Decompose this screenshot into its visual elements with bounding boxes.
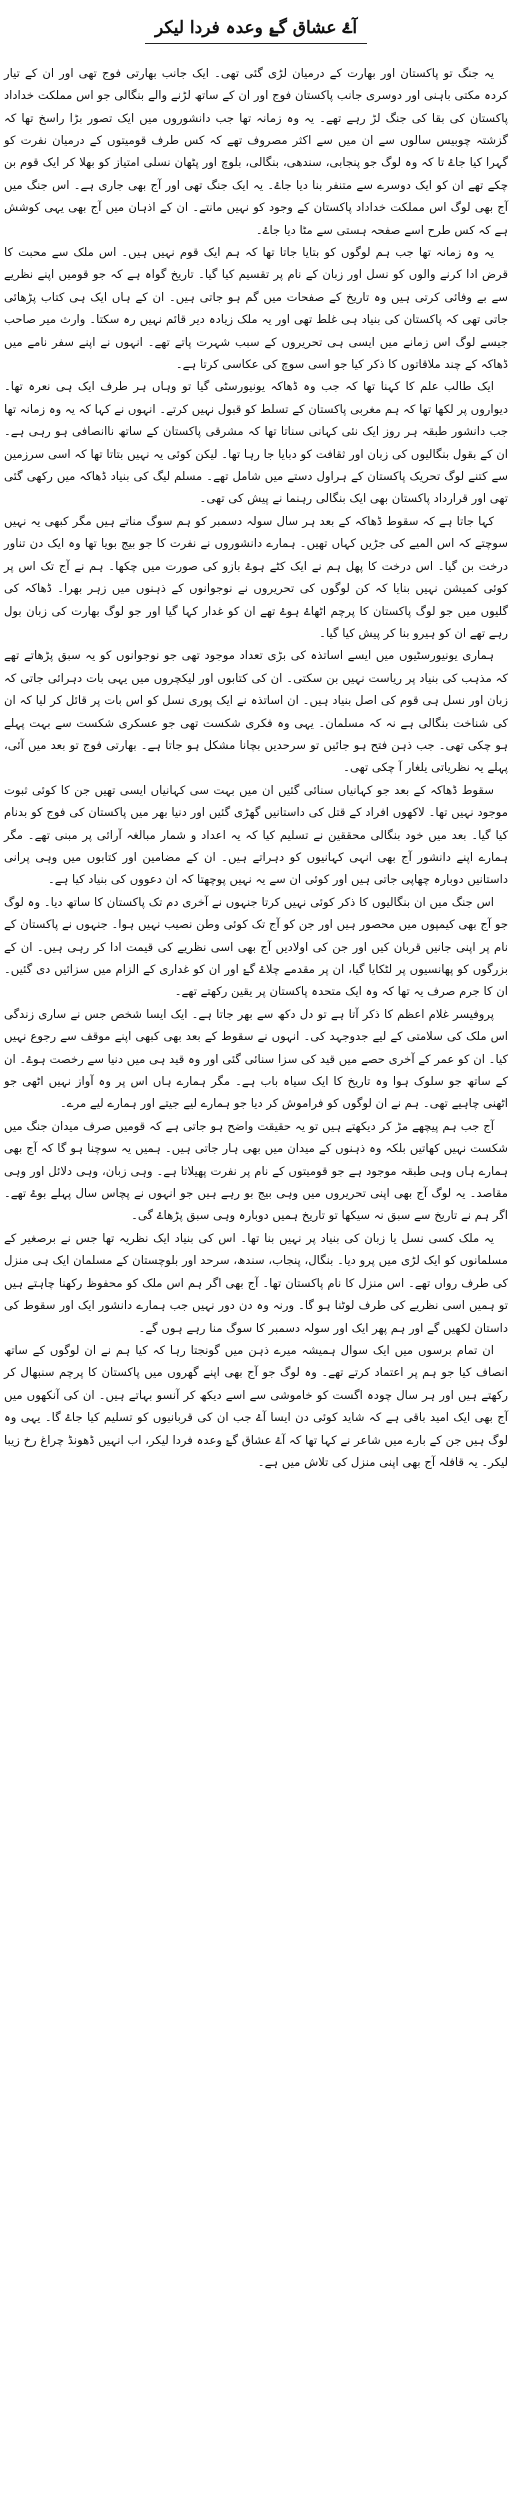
article-paragraph: کہا جاتا ہے کہ سقوط ڈھاکہ کے بعد ہر سال سولہ دسمبر کو ہم سوگ مناتے ہیں مگر کبھی یہ نہیں سوچتے کہ اس المیے کی جڑیں کہاں تھیں۔ ہمارے دانشوروں نے نفرت کا جو بیج بویا تھا وہ ایک دن تناور درخت بن گیا۔ اس درخت کا پھل ہم نے ایک کٹے ہوۓ بازو کی صورت میں چکھا۔ ہم نے آج تک اس پر کوئی کمیشن نہیں بنایا کہ کن لوگوں کی تحریروں نے نوجوانوں کے ذہنوں میں زہر بھرا۔ ڈھاکہ کی گلیوں میں جو لوگ پاکستان کا پرچم اٹھاۓ ہوۓ تھے ان کو غدار کہا گیا اور جو لوگ بھارت کی زبان بول رہے تھے ان کو ہیرو بنا کر پیش کیا گیا۔ bbox=[4, 513, 508, 640]
article-paragraph: ہماری یونیورسٹیوں میں ایسے اساتذہ کی بڑی تعداد موجود تھی جو نوجوانوں کو یہ سبق پڑھاتے تھے کہ مذہب کی بنیاد پر ریاست نہیں بن سکتی۔ ان کی کتابوں اور لیکچروں میں یہی بات دہرائی جاتی کہ زبان اور نسل ہی قوم کی اصل بنیاد ہیں۔ ان اساتذہ نے ایک پوری نسل کو اس بات پر قائل کر لیا کہ ان کی شناخت بنگالی ہے نہ کہ مسلمان۔ یہی وہ فکری شکست تھی جو عسکری شکست سے بہت پہلے ہو چکی تھی۔ جب ذہن فتح ہو جائیں تو سرحدیں بچانا مشکل ہو جاتا ہے۔ بھارتی فوج تو بعد میں آئی، پہلے یہ نظریاتی یلغار آ چکی تھی۔ bbox=[4, 648, 508, 775]
article-paragraph: آج جب ہم پیچھے مڑ کر دیکھتے ہیں تو یہ حقیقت واضح ہو جاتی ہے کہ قومیں صرف میدان جنگ میں شکست نہیں کھاتیں بلکہ وہ ذہنوں کے میدان میں بھی ہار جاتی ہیں۔ ہمیں یہ سوچنا ہو گا کہ آج بھی ہمارے ہاں وہی طبقہ موجود ہے جو قومیتوں کے نام پر نفرت پھیلاتا ہے۔ وہی زبان، وہی دلائل اور وہی مقاصد۔ یہ لوگ آج بھی اپنی تحریروں میں وہی بیج بو رہے ہیں جو انہوں نے پچاس سال پہلے بوۓ تھے۔ اگر ہم نے تاریخ سے سبق نہ سیکھا تو تاریخ ہمیں دوبارہ وہی سبق پڑھاۓ گی۔ bbox=[4, 1118, 508, 1223]
article-paragraph: یہ ملک کسی نسل یا زبان کی بنیاد پر نہیں بنا تھا۔ اس کی بنیاد ایک نظریہ تھا جس نے برصغیر کے مسلمانوں کو ایک لڑی میں پرو دیا۔ بنگال، پنجاب، سندھ، سرحد اور بلوچستان کے مسلمان ایک ہی منزل کی طرف رواں تھے۔ اس منزل کا نام پاکستان تھا۔ آج بھی اگر ہم اس ملک کو محفوظ رکھنا چاہتے ہیں تو ہمیں اسی نظریے کی طرف لوٹنا ہو گا۔ ورنہ وہ دن دور نہیں جب ہمارے دانشور ایک اور سقوط کی داستان لکھیں گے اور ہم پھر ایک اور سولہ دسمبر کا سوگ منا رہے ہوں گے۔ bbox=[4, 1230, 508, 1335]
article-paragraph: ان تمام برسوں میں ایک سوال ہمیشہ میرے ذہن میں گونجتا رہا کہ کیا ہم نے ان لوگوں کے ساتھ انصاف کیا جو ہم پر اعتماد کرتے تھے۔ وہ لوگ جو آج بھی اپنے گھروں میں پاکستان کا پرچم سنبھال کر رکھتے ہیں اور ہر سال چودہ اگست کو خاموشی سے اسے دیکھ کر آنسو بہاتے ہیں۔ ان کی آنکھوں میں آج بھی ایک امید باقی ہے کہ شاید کوئی دن ایسا آۓ جب ان کی قربانیوں کو تسلیم کیا جاۓ گا۔ یہی وہ لوگ ہیں جن کے بارے میں شاعر نے کہا تھا کہ آۓ عشاق گۓ وعدہ فردا لیکر، اب انہیں ڈھونڈ چراغ رخ زیبا لیکر۔ یہ قافلہ آج بھی اپنی منزل کی تلاش میں ہے۔ bbox=[4, 1342, 508, 1469]
article-paragraph: ایک طالب علم کا کہنا تھا کہ جب وہ ڈھاکہ یونیورسٹی گیا تو وہاں ہر طرف ایک ہی نعرہ تھا۔ دیواروں پر لکھا تھا کہ ہم مغربی پاکستان کے تسلط کو قبول نہیں کرتے۔ انہوں نے کہا کہ یہ وہ زمانہ تھا جب دانشور طبقہ ہر روز ایک نئی کہانی سناتا تھا کہ مشرقی پاکستان کے ساتھ ناانصافی ہو رہی ہے۔ ان کے بقول بنگالیوں کی زبان اور ثقافت کو دبایا جا رہا تھا۔ لیکن کوئی یہ نہیں بتاتا تھا کہ اسی سرزمین سے کتنے لوگ تحریک پاکستان کے ہراول دستے میں شامل تھے۔ مسلم لیگ کی بنیاد ڈھاکہ میں رکھی گئی تھی اور قرارداد پاکستان بھی ایک بنگالی رہنما نے پیش کی تھی۔ bbox=[4, 379, 508, 506]
article-paragraph: یہ وہ زمانہ تھا جب ہم لوگوں کو بتایا جاتا تھا کہ ہم ایک قوم نہیں ہیں۔ اس ملک سے محبت کا قرض ادا کرنے والوں کو نسل اور زبان کے نام پر تقسیم کیا گیا۔ تاریخ گواہ ہے کہ جو قومیں اپنے نظریے سے بے وفائی کرتی ہیں وہ تاریخ کے صفحات میں گم ہو جاتی ہیں۔ ان کے ہاں ایک ہی کتاب پڑھائی جاتی تھی کہ پاکستان کی بنیاد ہی غلط تھی اور یہ ملک زیادہ دیر قائم نہیں رہ سکتا۔ وارث میر صاحب جیسے لوگ اس زمانے میں ایسی ہی تحریروں کے سبب شہرت پاتے تھے۔ انہوں نے اپنے سفر نامے میں ڈھاکہ کے چند ملاقاتوں کا ذکر کیا جو اسی سوچ کی عکاسی کرتا ہے۔ bbox=[4, 245, 508, 372]
article-paragraph: پروفیسر غلام اعظم کا ذکر آتا ہے تو دل دکھ سے بھر جاتا ہے۔ ایک ایسا شخص جس نے ساری زندگی اس ملک کی سلامتی کے لیے جدوجہد کی۔ انہوں نے سقوط کے بعد بھی کبھی اپنے موقف سے رجوع نہیں کیا۔ ان کو عمر کے آخری حصے میں قید کی سزا سنائی گئی اور وہ قید ہی میں دنیا سے رخصت ہوۓ۔ ان کے ساتھ جو سلوک ہوا وہ تاریخ کا ایک سیاہ باب ہے۔ مگر ہمارے ہاں اس پر وہ آواز نہیں اٹھی جو اٹھنی چاہیے تھی۔ ہم نے ان لوگوں کو فراموش کر دیا جو ہمارے لیے جیتے اور ہمارے لیے مرے۔ bbox=[4, 1006, 508, 1111]
article-paragraph: سقوط ڈھاکہ کے بعد جو کہانیاں سنائی گئیں ان میں بہت سی کہانیاں ایسی تھیں جن کا کوئی ثبوت موجود نہیں تھا۔ لاکھوں افراد کے قتل کی داستانیں گھڑی گئیں اور دنیا بھر میں پاکستان کی فوج کو بدنام کیا گیا۔ بعد میں خود بنگالی محققین نے تسلیم کیا کہ یہ اعداد و شمار مبالغہ آرائی پر مبنی تھے۔ مگر ہمارے اپنے دانشور آج بھی انہی کہانیوں کو دہراتے ہیں۔ ان کے مضامین اور کتابوں میں وہی پرانی داستانیں دوبارہ چھاپی جاتی ہیں اور کوئی ان سے یہ نہیں پوچھتا کہ ان دعووں کی بنیاد کیا ہے۔ bbox=[4, 782, 508, 887]
article-paragraph: یہ جنگ تو پاکستان اور بھارت کے درمیان لڑی گئی تھی۔ ایک جانب بھارتی فوج تھی اور ان کے تیار کردہ مکتی باہنی اور دوسری جانب پاکستان فوج اور ان کے ساتھ لڑنے والے بنگالی جو اس مملکت خداداد پاکستان کی بقا کی جنگ لڑ رہے تھے۔ یہ وہ زمانہ تھا جب دانشوروں میں ایک تصور بڑا راسخ تھا کہ گزشتہ چوبیس سالوں سے ان میں سے اکثر مصروف تھے کہ کس طرف قومیتوں کے درمیان نفرت کو گہرا کیا جاۓ تا کہ وہ لوگ جو پنجابی، سندھی، بنگالی، بلوچ اور پٹھان نسلی امتیاز کو بھلا کر ایک قوم بن چکے تھے ان کو ایک دوسرے سے متنفر بنا دیا جاۓ۔ یہ ایک جنگ تھی اور آج بھی جاری ہے۔ اس جنگ میں آج بھی لوگ اس مملکت خداداد پاکستان کے وجود کو نہیں مانتے۔ ان کے اذہان میں آج بھی یہی کوشش ہے کہ کس طرح اسے صفحہ ہستی سے مٹا دیا جاۓ۔ bbox=[4, 65, 508, 237]
article-paragraph: اس جنگ میں ان بنگالیوں کا ذکر کوئی نہیں کرتا جنہوں نے آخری دم تک پاکستان کا ساتھ دیا۔ وہ لوگ جو آج بھی کیمپوں میں محصور ہیں اور جن کو آج تک کوئی وطن نصیب نہیں ہوا۔ جنہوں نے پاکستان کے نام پر اپنی جانیں قربان کیں اور جن کی اولادیں آج بھی اسی نظریے کی قیمت ادا کر رہی ہیں۔ ان کے بزرگوں کو پھانسیوں پر لٹکایا گیا، ان پر مقدمے چلاۓ گۓ اور ان کو غداری کے الزام میں سزائیں دی گئیں۔ ان کا جرم صرف یہ تھا کہ وہ ایک متحدہ پاکستان پر یقین رکھتے تھے۔ bbox=[4, 894, 508, 999]
headline-container bbox=[4, 4, 508, 56]
article-headline: آۓ عشاق گۓ وعدہ فردا لیکر bbox=[145, 15, 367, 44]
article-body bbox=[4, 62, 508, 1474]
